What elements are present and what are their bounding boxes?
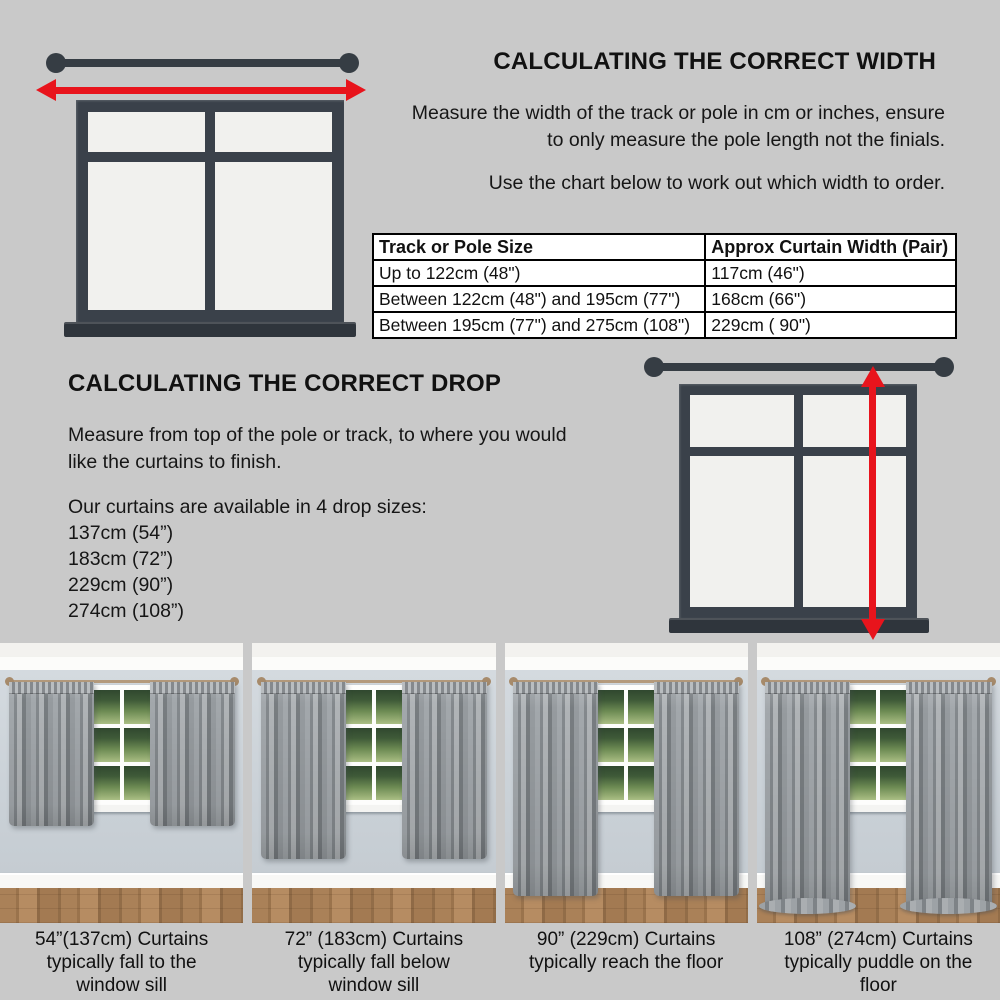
curtain-pole (57, 59, 349, 67)
table-header-cell: Approx Curtain Width (Pair) (705, 234, 956, 260)
gallery-item-54in (0, 643, 243, 997)
drop-section-heading: CALCULATING THE CORRECT DROP (68, 370, 502, 397)
table-row (373, 260, 956, 286)
gallery-caption: 54”(137cm) Curtains typically fall to the window sill (35, 929, 209, 996)
table-cell: 229cm ( 90") (705, 312, 956, 338)
width-intro-line: to only measure the pole length not the finials. (547, 129, 945, 151)
pole-finial-left-icon (46, 53, 66, 73)
drop-sizes-list (68, 494, 488, 624)
table-cell: Up to 122cm (48") (373, 260, 705, 286)
gallery-caption: 72” (183cm) Curtains typically fall below window sill (284, 929, 464, 996)
drop-size-item: 229cm (90”) (68, 574, 174, 596)
curtain-left (261, 682, 346, 860)
drop-measure-arrow-icon (860, 366, 886, 640)
width-measure-arrow-icon (36, 79, 366, 101)
pole-finial-left-icon (644, 357, 664, 377)
ceiling (757, 643, 1000, 657)
drop-intro-line: Measure from top of the pole or track, to where you would (68, 424, 567, 446)
curtain-right (906, 682, 991, 907)
ceiling (252, 643, 495, 657)
baseboard (0, 873, 243, 888)
gallery-item-108in (757, 643, 1000, 997)
window-pane (215, 162, 332, 310)
drop-size-item: 274cm (108”) (68, 600, 184, 622)
pole-finial-right-icon (339, 53, 359, 73)
window-pane (88, 162, 205, 310)
table-cell: Between 195cm (77") and 275cm (108") (373, 312, 705, 338)
drop-section-intro (68, 422, 668, 476)
window-pane (690, 395, 794, 447)
curtain-right (654, 682, 739, 896)
width-intro-line: Measure the width of the track or pole in cm or inches, ensure (411, 102, 945, 124)
curtain-photo-72in (252, 643, 495, 923)
arrow-head-left-icon (36, 79, 56, 101)
width-diagram (0, 0, 380, 350)
gallery-caption: 90” (229cm) Curtains typically reach the floor (528, 929, 724, 973)
curtain-right (402, 682, 487, 860)
drop-size-item: 137cm (54”) (68, 522, 174, 544)
gallery-item-72in (252, 643, 495, 997)
drop-size-item: 183cm (72”) (68, 548, 174, 570)
baseboard (252, 873, 495, 888)
table-header-cell: Track or Pole Size (373, 234, 705, 260)
drop-diagram (630, 340, 1000, 645)
crown-molding (757, 657, 1000, 670)
width-section-intro (345, 100, 945, 197)
curtain-left (765, 682, 850, 907)
table-cell: 168cm (66") (705, 286, 956, 312)
drop-intro-line: like the curtains to finish. (68, 451, 282, 473)
window-illustration (76, 100, 344, 322)
window-pane (803, 395, 907, 447)
crown-molding (252, 657, 495, 670)
curtain-photo-54in (0, 643, 243, 923)
arrow-head-down-icon (861, 619, 885, 640)
curtain-right (150, 682, 235, 826)
wood-floor (0, 888, 243, 923)
drop-length-gallery (0, 643, 1000, 997)
crown-molding (0, 657, 243, 670)
curtain-photo-90in (505, 643, 748, 923)
gallery-item-90in (505, 643, 748, 997)
arrow-head-up-icon (861, 366, 885, 387)
window-pane (215, 112, 332, 152)
table-row (373, 286, 956, 312)
gallery-caption: 108” (274cm) Curtains typically puddle on the floor (783, 929, 973, 996)
table-cell: 117cm (46") (705, 260, 956, 286)
window-sill (64, 322, 356, 337)
ceiling (505, 643, 748, 657)
ceiling (0, 643, 243, 657)
curtain-pole (655, 363, 947, 371)
table-cell: Between 122cm (48") and 195cm (77") (373, 286, 705, 312)
width-chart-instruction: Use the chart below to work out which width to order. (488, 172, 945, 194)
arrow-head-right-icon (346, 79, 366, 101)
crown-molding (505, 657, 748, 670)
window-pane (690, 456, 794, 607)
table-row (373, 312, 956, 338)
curtain-photo-108in (757, 643, 1000, 923)
curtain-left (513, 682, 598, 896)
drop-sizes-label: Our curtains are available in 4 drop sizes: (68, 496, 427, 518)
width-section-heading: CALCULATING THE CORRECT WIDTH (493, 48, 936, 75)
window-pane (88, 112, 205, 152)
window-pane (803, 456, 907, 607)
curtain-width-table (372, 233, 957, 339)
wood-floor (252, 888, 495, 923)
pole-finial-right-icon (934, 357, 954, 377)
window-sill (669, 618, 929, 633)
curtain-left (9, 682, 94, 826)
